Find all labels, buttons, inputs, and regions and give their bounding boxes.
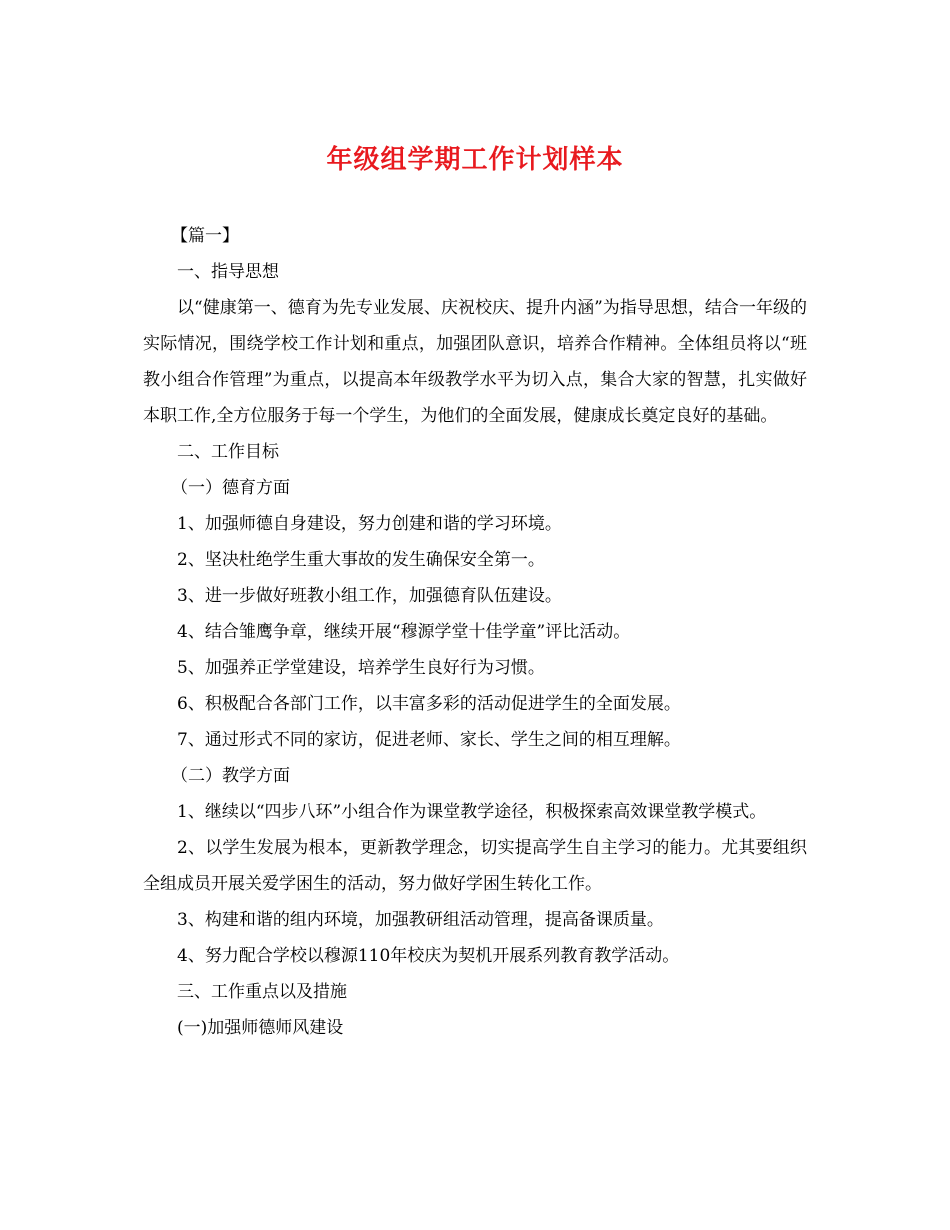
list-item: 2、坚决杜绝学生重大事故的发生确保安全第一。 [177,550,545,570]
list-item: 2、以学生发展为根本，更新教学理念，切实提高学生自主学习的能力。尤其要组织全组成员开展关爱学困生的活动，努力做好学困生转化工作。 [143,838,807,894]
document-body [143,218,807,1046]
list-item: 3、进一步做好班教小组工作，加强德育队伍建设。 [177,586,562,606]
list-item: 1、加强师德自身建设，努力创建和谐的学习环境。 [177,514,562,534]
list-item: 4、结合雏鹰争章，继续开展“穆源学堂十佳学童”评比活动。 [177,622,631,642]
list-item: 5、加强养正学堂建设，培养学生良好行为习惯。 [177,658,545,678]
section-heading: 一、指导思想 [177,262,279,282]
list-item: 3、构建和谐的组内环境，加强教研组活动管理，提高备课质量。 [177,910,664,930]
section-label: 【篇一】 [171,226,239,246]
subsection-heading: （二）教学方面 [171,766,290,786]
list-item: 1、继续以“四步八环”小组合作为课堂教学途径，积极探索高效课堂教学模式。 [177,802,767,822]
subsection-heading: (一)加强师德师风建设 [177,1018,344,1038]
list-item: 7、通过形式不同的家访，促进老师、家长、学生之间的相互理解。 [177,730,681,750]
section-heading: 三、工作重点以及措施 [177,982,347,1002]
document-title: 年级组学期工作计划样本 [326,145,624,175]
list-item: 4、努力配合学校以穆源110年校庆为契机开展系列教育教学活动。 [177,946,680,966]
list-item: 6、积极配合各部门工作，以丰富多彩的活动促进学生的全面发展。 [177,694,681,714]
section-heading: 二、工作目标 [177,442,279,462]
paragraph: 以“健康第一、德育为先专业发展、庆祝校庆、提升内涵”为指导思想，结合一年级的实际情况，围绕学校工作计划和重点，加强团队意识，培养合作精神。全体组员将以“班教小组合作管理”为重点，以提高本年级教学水平为切入点，集合大家的智慧，扎实做好本职工作,全方位服务于每一个学生，为他们的全面发展，健康成长奠定良好的基础。 [143,298,807,426]
subsection-heading: （一）德育方面 [171,478,290,498]
